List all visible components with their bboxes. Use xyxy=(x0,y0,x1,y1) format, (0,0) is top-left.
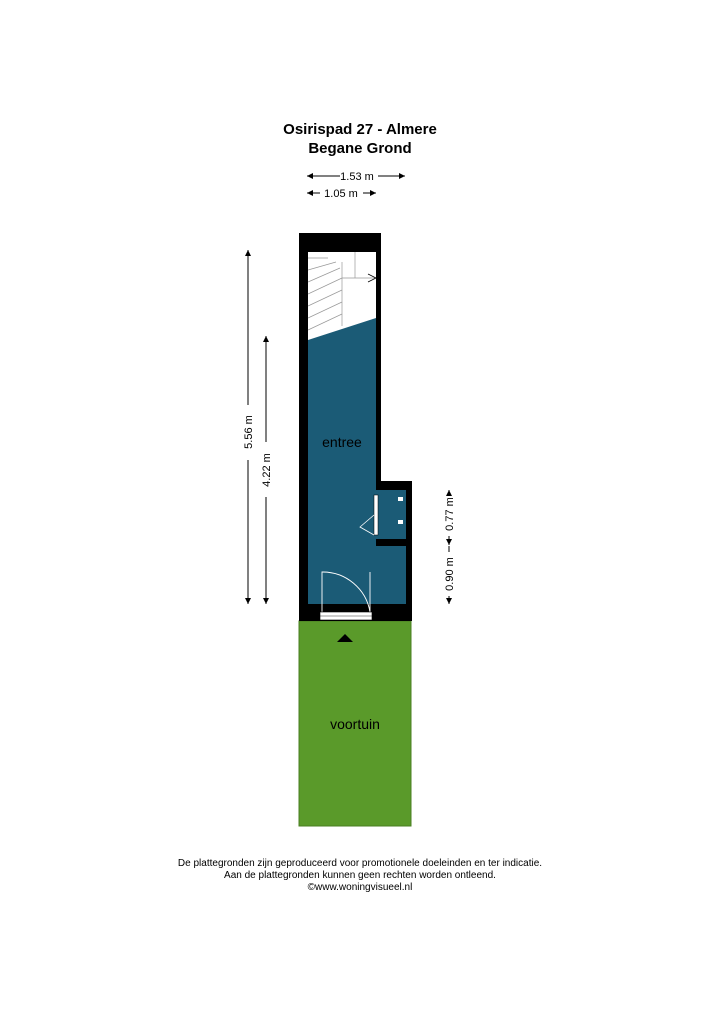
dim-cabinet-label: 0.77 m xyxy=(444,497,456,531)
garden-label: voortuin xyxy=(330,716,380,732)
meter-icon xyxy=(398,520,403,524)
copyright-line: ©www.woningvisueel.nl xyxy=(307,882,413,893)
dim-width-inner xyxy=(307,188,376,200)
floor-label: Begane Grond xyxy=(308,140,412,157)
cabinet-wall xyxy=(376,539,406,546)
dim-width-outer xyxy=(307,171,405,183)
entree-area xyxy=(308,318,406,604)
dim-door-label: 0.90 m xyxy=(444,557,456,591)
dim-length-entree-label: 4.22 m xyxy=(261,453,273,487)
dim-door xyxy=(444,546,456,604)
meter-icon xyxy=(398,497,403,501)
entree-label: entree xyxy=(322,434,362,450)
dim-width-inner-label: 1.05 m xyxy=(324,188,358,200)
dim-width-outer-label: 1.53 m xyxy=(340,171,374,183)
dim-length-total xyxy=(243,250,255,604)
disclaimer-line-2: Aan de plattegronden kunnen geen rechten worden ontleend. xyxy=(224,870,496,881)
dim-cabinet xyxy=(444,490,456,545)
dim-length-entree xyxy=(261,336,273,604)
disclaimer-line-1: De plattegronden zijn geproduceerd voor promotionele doeleinden en ter indicatie. xyxy=(177,858,543,869)
plan-title: Osirispad 27 - Almere xyxy=(283,121,437,138)
cabinet-door xyxy=(374,495,378,535)
dim-length-total-label: 5.56 m xyxy=(243,415,255,449)
